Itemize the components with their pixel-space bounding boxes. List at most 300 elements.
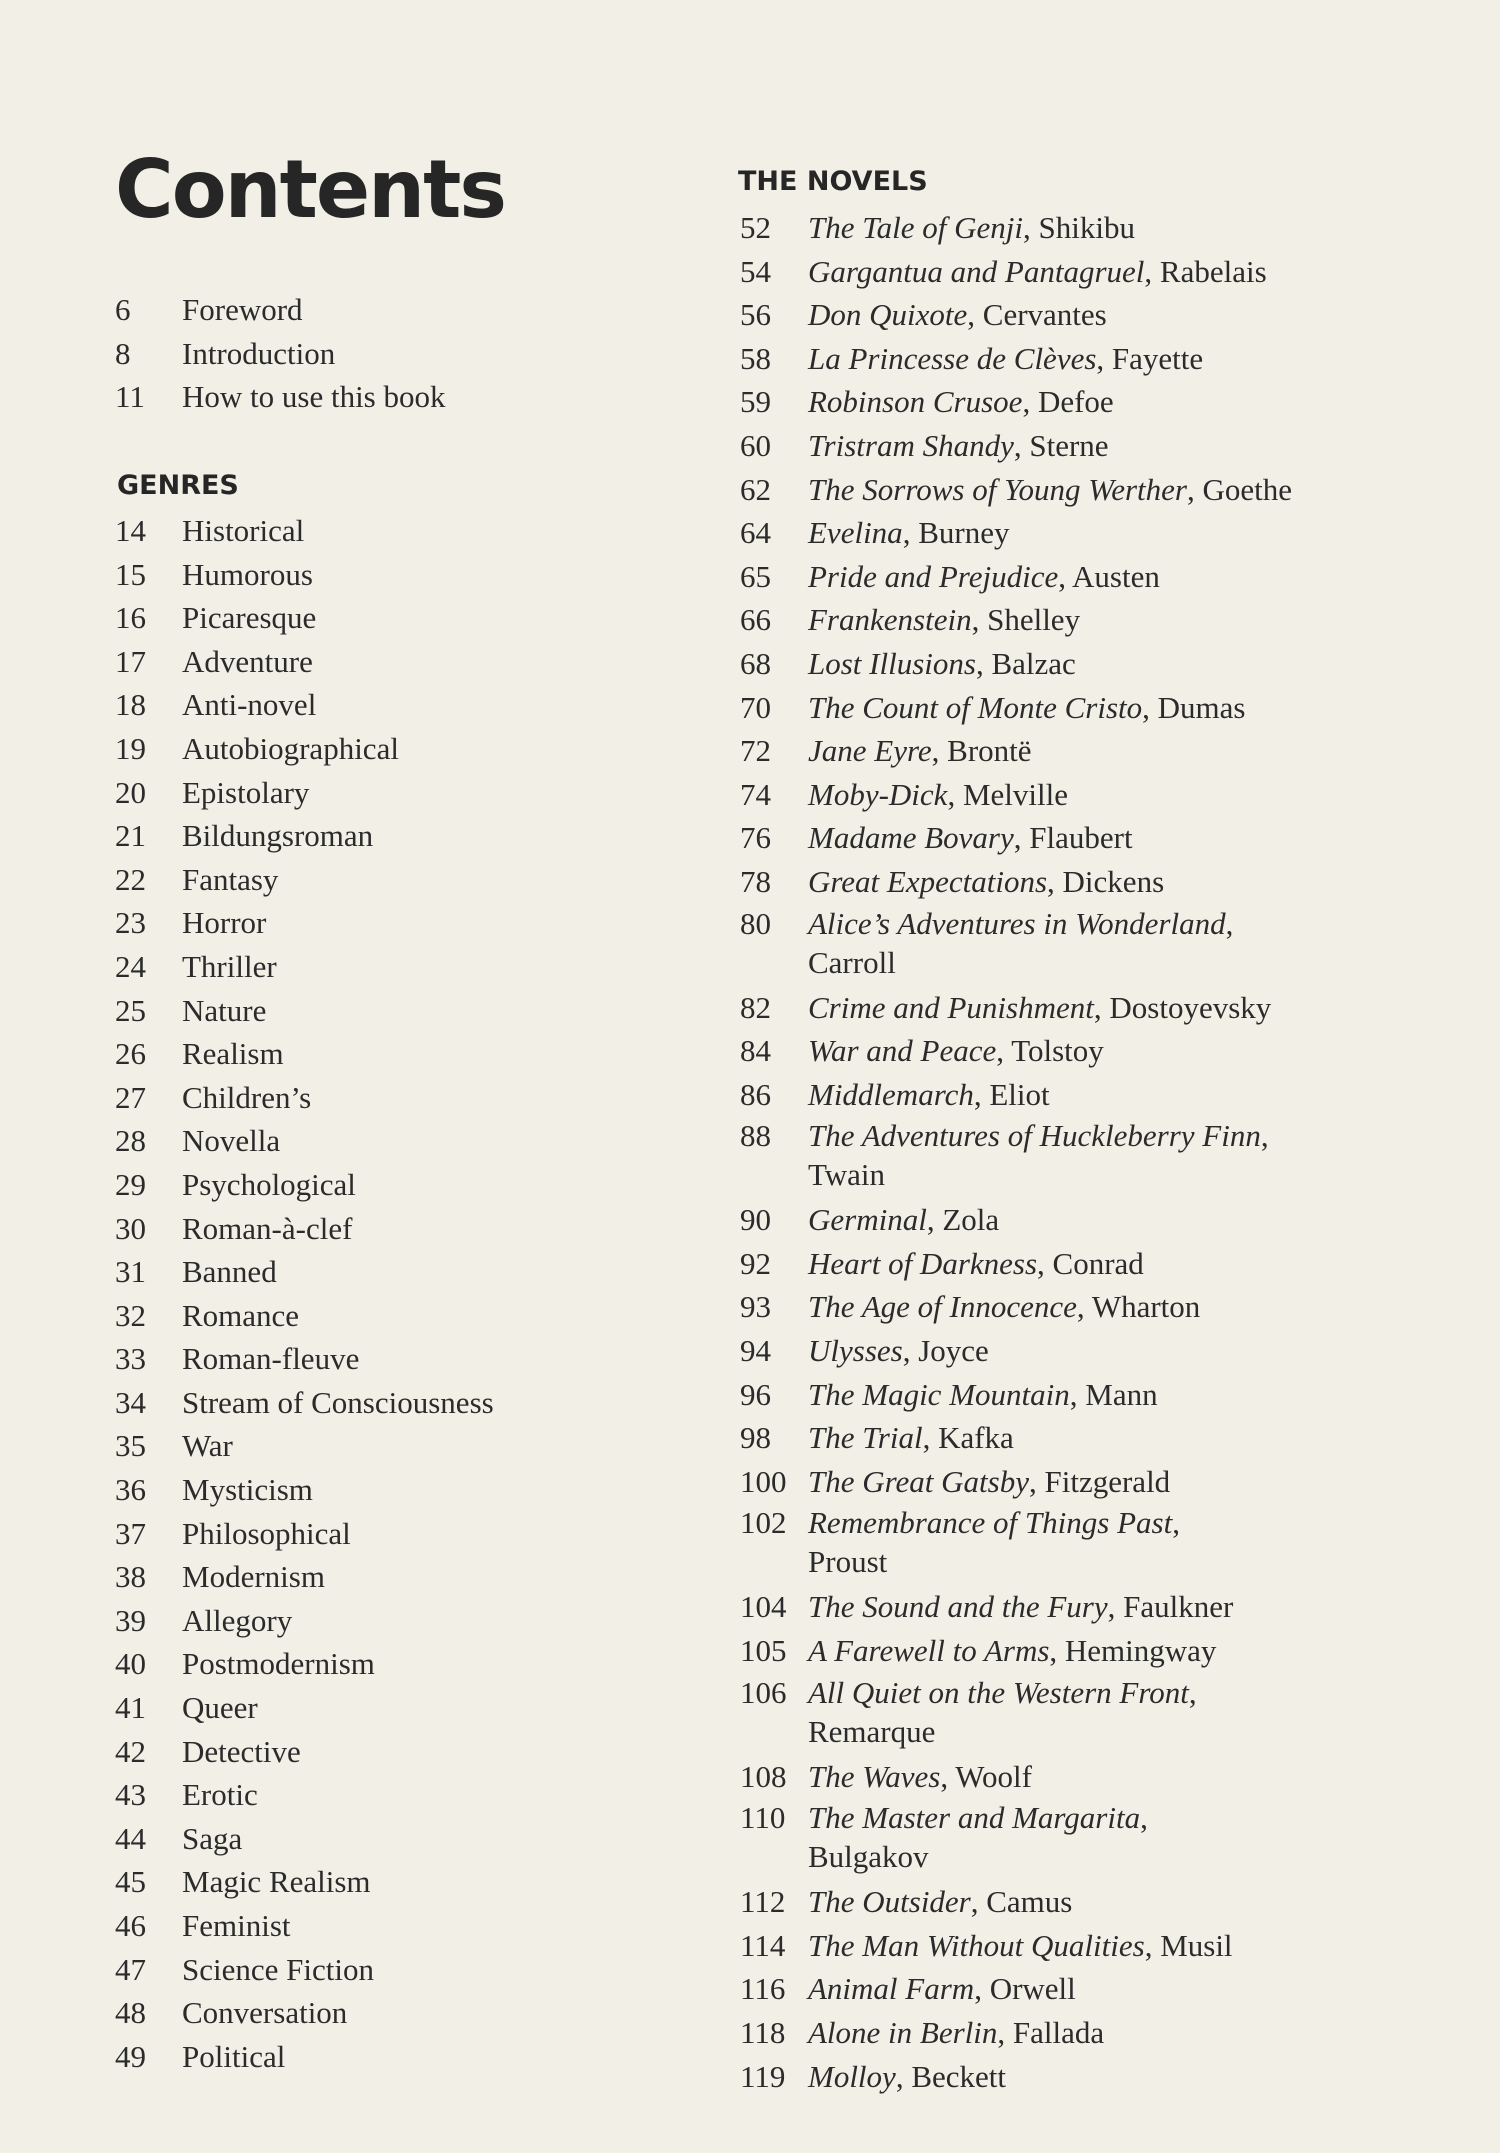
entry-label: Magic Realism — [182, 1864, 371, 1900]
novel-author: Wharton — [1091, 1289, 1201, 1325]
novel-author: Remarque — [808, 1713, 936, 1749]
page-number: 14 — [115, 513, 146, 548]
novel-entry[interactable] — [740, 642, 1292, 686]
novel-text — [808, 1077, 1050, 1112]
entry-label: Bildungsroman — [182, 818, 374, 854]
separator: , — [1093, 989, 1110, 1025]
page-number: 28 — [115, 1123, 146, 1159]
page-number: 21 — [115, 818, 146, 854]
novel-entry[interactable] — [740, 986, 1292, 1030]
separator: , — [973, 1076, 990, 1112]
page-number: 88 — [740, 1118, 771, 1154]
separator: , — [974, 1971, 990, 2007]
novel-title: Heart of Darkness — [808, 1245, 1038, 1281]
entry-label: Detective — [182, 1733, 301, 1769]
page-number: 94 — [740, 1333, 771, 1369]
novel-text — [808, 515, 1009, 550]
toc-entry[interactable] — [115, 1817, 494, 1861]
novel-author: Zola — [942, 1202, 1000, 1238]
novel-text — [808, 384, 1114, 419]
novel-entry[interactable] — [740, 860, 1292, 904]
toc-entry[interactable] — [115, 727, 494, 771]
toc-entry[interactable] — [115, 1512, 494, 1556]
entry-label: Roman-fleuve — [182, 1341, 360, 1377]
novel-title: The Count of Monte Cristo — [808, 689, 1143, 725]
page-number: 23 — [115, 905, 146, 941]
novel-title: La Princesse de Clèves — [808, 340, 1097, 376]
novel-author: Joyce — [918, 1333, 989, 1369]
toc-entry[interactable] — [115, 814, 494, 858]
novel-title: Remembrance of Things Past — [808, 1505, 1173, 1541]
page-number: 26 — [115, 1036, 146, 1072]
separator: , — [1144, 253, 1160, 289]
novel-title: The Sound and the Fury — [808, 1589, 1108, 1625]
page-number: 30 — [115, 1210, 146, 1246]
novel-entry[interactable] — [740, 904, 1292, 982]
page-number: 64 — [740, 515, 771, 551]
toc-entry[interactable] — [115, 901, 494, 945]
novel-author: Fitzgerald — [1044, 1463, 1171, 1499]
novel-author: Mann — [1085, 1376, 1158, 1412]
novel-entry[interactable] — [740, 511, 1292, 555]
novel-entry[interactable] — [740, 468, 1292, 512]
toc-entry[interactable] — [115, 1381, 494, 1425]
toc-entry[interactable] — [115, 1860, 494, 1904]
novel-entry[interactable] — [740, 1673, 1292, 1751]
toc-entry[interactable] — [115, 1250, 494, 1294]
novel-entry[interactable] — [740, 1585, 1292, 1629]
toc-entry[interactable] — [115, 553, 494, 597]
novel-entry[interactable] — [740, 293, 1292, 337]
novel-title: Animal Farm — [808, 1971, 975, 2007]
page-number: 65 — [740, 558, 771, 594]
toc-entry[interactable] — [115, 1207, 494, 1251]
page-number: 32 — [115, 1297, 146, 1333]
toc-entry[interactable] — [115, 1642, 494, 1686]
separator: , — [1144, 1927, 1161, 1963]
entry-label: Historical — [182, 513, 305, 548]
page-number: 25 — [115, 992, 146, 1028]
novel-entry[interactable] — [740, 1755, 1292, 1799]
novel-entry[interactable] — [740, 1503, 1292, 1581]
novel-author: Faulkner — [1123, 1589, 1234, 1625]
novel-text — [808, 1759, 1032, 1794]
page-number: 90 — [740, 1202, 771, 1238]
novel-text — [808, 210, 1135, 245]
page-number: 74 — [740, 776, 771, 812]
novel-text — [808, 1971, 1076, 2006]
page-number: 16 — [115, 600, 146, 636]
novel-text — [808, 1116, 1292, 1194]
separator: , — [902, 515, 919, 551]
page-number: 46 — [115, 1908, 146, 1943]
separator: , — [902, 1333, 919, 1369]
novel-entry[interactable] — [740, 250, 1292, 294]
novel-text — [808, 602, 1080, 637]
page-number: 118 — [740, 2015, 786, 2050]
novel-entry[interactable] — [740, 729, 1292, 773]
toc-entry[interactable] — [115, 1032, 494, 1076]
toc-entry[interactable] — [115, 1948, 494, 1992]
entry-label: Political — [182, 2038, 286, 2074]
novel-entry[interactable] — [740, 598, 1292, 642]
page-number: 93 — [740, 1289, 771, 1325]
page-number: 33 — [115, 1341, 146, 1377]
novel-text — [808, 733, 1032, 768]
page-number: 47 — [115, 1951, 146, 1987]
page-number: 116 — [740, 1971, 786, 2007]
separator: , — [1107, 1589, 1124, 1625]
entry-label: Conversation — [182, 1995, 348, 2031]
toc-entry[interactable] — [115, 683, 494, 727]
novel-entry[interactable] — [740, 1880, 1292, 1924]
page-number: 72 — [740, 733, 771, 769]
page-number: 82 — [740, 989, 771, 1025]
toc-entry[interactable] — [115, 332, 446, 376]
entry-label: Autobiographical — [182, 730, 399, 766]
novel-text — [808, 1246, 1144, 1281]
novel-author: Rabelais — [1159, 253, 1267, 289]
page-number: 108 — [740, 1758, 787, 1794]
separator: , — [947, 776, 963, 812]
novel-author: Flaubert — [1029, 820, 1133, 856]
novel-author: Austen — [1072, 558, 1160, 594]
novel-title: The Tale of Genji — [808, 210, 1024, 245]
novel-entry[interactable] — [740, 1416, 1292, 1460]
page-number: 6 — [115, 292, 131, 327]
toc-entry[interactable] — [115, 1468, 494, 1512]
entry-label: Modernism — [182, 1559, 325, 1595]
toc-entry[interactable] — [115, 640, 494, 684]
novel-text — [808, 2059, 1006, 2094]
novel-entry[interactable] — [740, 816, 1292, 860]
novel-title: The Great Gatsby — [808, 1463, 1029, 1499]
novel-text — [808, 1033, 1104, 1068]
separator: , — [922, 1420, 939, 1456]
page-number: 19 — [115, 730, 146, 766]
page-number: 52 — [740, 210, 771, 245]
separator: , — [970, 1884, 987, 1920]
novel-author: Fayette — [1111, 340, 1204, 376]
novel-text — [808, 690, 1245, 725]
novel-title: Madame Bovary — [808, 820, 1014, 856]
novel-title: Moby-Dick — [808, 776, 948, 812]
page-number: 60 — [740, 427, 771, 463]
page-number: 59 — [740, 384, 771, 420]
separator: , — [1172, 1505, 1180, 1541]
page-number: 119 — [740, 2058, 786, 2094]
separator: , — [996, 1033, 1012, 1069]
toc-entry[interactable] — [115, 1337, 494, 1381]
novel-title: Tristram Shandy — [808, 427, 1014, 463]
novel-entry[interactable] — [740, 1329, 1292, 1373]
novel-title: The Age of Innocence — [808, 1289, 1077, 1325]
page-number: 20 — [115, 774, 146, 810]
novel-entry[interactable] — [740, 337, 1292, 381]
novel-author: Proust — [808, 1544, 888, 1580]
toc-entry[interactable] — [115, 1991, 494, 2035]
novel-text — [808, 1503, 1292, 1581]
page-number: 38 — [115, 1559, 146, 1595]
novel-entry[interactable] — [740, 1198, 1292, 1242]
novels-heading: THE NOVELS — [738, 166, 928, 197]
separator: , — [1140, 1800, 1148, 1836]
page-number: 112 — [740, 1884, 786, 1920]
entry-label: Stream of Consciousness — [182, 1384, 494, 1420]
separator: , — [1260, 1118, 1269, 1154]
novel-entry[interactable] — [740, 1285, 1292, 1329]
page-number: 98 — [740, 1420, 771, 1456]
page-number: 86 — [740, 1076, 771, 1112]
novel-author: Tolstoy — [1011, 1033, 1104, 1069]
novel-author: Burney — [918, 515, 1010, 551]
page-number: 22 — [115, 861, 146, 897]
separator: , — [1023, 210, 1039, 245]
novel-text — [808, 777, 1068, 812]
page-number: 76 — [740, 820, 771, 856]
novel-title: The Waves — [808, 1758, 941, 1794]
entry-label: Feminist — [182, 1908, 291, 1943]
separator: , — [1186, 471, 1203, 507]
novel-text — [808, 297, 1107, 332]
separator: , — [1022, 384, 1038, 420]
separator: , — [971, 602, 988, 638]
page-number: 15 — [115, 556, 146, 592]
novel-title: The Magic Mountain — [808, 1376, 1070, 1412]
entry-label: Thriller — [182, 948, 277, 984]
page-number: 80 — [740, 905, 771, 941]
toc-entry[interactable] — [115, 2035, 494, 2079]
novel-text — [808, 1333, 989, 1368]
page-number: 11 — [115, 379, 145, 415]
novel-entry[interactable] — [740, 1629, 1292, 1673]
novel-title: The Sorrows of Young Werther — [808, 471, 1187, 507]
entry-label: Science Fiction — [182, 1951, 374, 1987]
page-number: 29 — [115, 1166, 146, 1202]
page-number: 17 — [115, 643, 146, 679]
toc-entry[interactable] — [115, 509, 494, 553]
toc-entry[interactable] — [115, 989, 494, 1033]
novel-author: Sterne — [1029, 427, 1109, 463]
novel-author: Shikibu — [1038, 210, 1135, 245]
novel-author: Dickens — [1062, 863, 1165, 899]
separator: , — [931, 733, 948, 769]
toc-entry[interactable] — [115, 1424, 494, 1468]
novel-text — [808, 1633, 1216, 1668]
novel-title: Evelina — [808, 515, 903, 551]
page-number: 49 — [115, 2038, 146, 2074]
novel-text — [808, 472, 1292, 507]
novel-text — [808, 1798, 1292, 1876]
toc-entry[interactable] — [115, 1686, 494, 1730]
entry-label: Epistolary — [182, 774, 310, 810]
novel-text — [808, 254, 1267, 289]
novel-text — [808, 990, 1271, 1025]
novel-author: Conrad — [1052, 1245, 1144, 1281]
novel-author: Beckett — [911, 2058, 1006, 2094]
novel-entry[interactable] — [740, 1798, 1292, 1876]
separator: , — [1049, 1633, 1065, 1669]
entry-label: Banned — [182, 1254, 277, 1290]
separator: , — [1069, 1376, 1086, 1412]
novel-title: Lost Illusions — [808, 645, 976, 681]
novel-entry[interactable] — [740, 1460, 1292, 1504]
novel-title: Germinal — [808, 1202, 927, 1238]
novel-title: Great Expectations — [808, 863, 1048, 899]
novel-author: Goethe — [1202, 471, 1292, 507]
novel-text — [808, 341, 1203, 376]
novel-author: Melville — [962, 776, 1068, 812]
page-number: 58 — [740, 340, 771, 376]
novel-entry[interactable] — [740, 424, 1292, 468]
page-number: 70 — [740, 689, 771, 725]
toc-entry[interactable] — [115, 945, 494, 989]
entry-label: Nature — [182, 992, 267, 1028]
novel-entry[interactable] — [740, 773, 1292, 817]
separator: , — [1096, 340, 1112, 376]
novel-title: Gargantua and Pantagruel — [808, 253, 1145, 289]
novel-title: Middlemarch — [808, 1076, 974, 1112]
novel-text — [808, 428, 1109, 463]
novel-text — [808, 1928, 1233, 1963]
novel-entry[interactable] — [740, 1924, 1292, 1968]
entry-label: Anti-novel — [182, 687, 317, 723]
entry-label: Philosophical — [182, 1515, 351, 1551]
novel-title: Crime and Punishment — [808, 989, 1094, 1025]
separator: , — [1076, 1289, 1092, 1325]
novel-entry[interactable] — [740, 686, 1292, 730]
toc-entry[interactable] — [115, 1599, 494, 1643]
page-number: 78 — [740, 863, 771, 899]
entry-label: Novella — [182, 1123, 281, 1159]
novel-text — [808, 904, 1292, 982]
page-number: 84 — [740, 1033, 771, 1069]
novel-entry[interactable] — [740, 206, 1292, 250]
entry-label: Mysticism — [182, 1472, 313, 1508]
novels-list — [740, 206, 1292, 2098]
entry-label: Psychological — [182, 1166, 356, 1202]
separator: , — [1058, 558, 1073, 594]
entry-label: Romance — [182, 1297, 300, 1333]
novel-entry[interactable] — [740, 1967, 1292, 2011]
novel-entry[interactable] — [740, 2055, 1292, 2099]
novel-author: Orwell — [989, 1971, 1076, 2007]
novel-text — [808, 2015, 1104, 2050]
page-number: 106 — [740, 1674, 787, 1710]
separator: , — [1047, 863, 1063, 899]
toc-entry[interactable] — [115, 1163, 494, 1207]
toc-entry[interactable] — [115, 1730, 494, 1774]
entry-label: Picaresque — [182, 600, 317, 636]
novel-title: Don Quixote — [808, 297, 968, 333]
toc-entry[interactable] — [115, 596, 494, 640]
novel-entry[interactable] — [740, 1073, 1292, 1117]
novel-title: A Farewell to Arms — [808, 1633, 1050, 1669]
page-number: 100 — [740, 1463, 787, 1499]
novel-text — [808, 1202, 999, 1237]
page-number: 8 — [115, 335, 131, 371]
page-number: 104 — [740, 1589, 787, 1625]
novel-author: Musil — [1160, 1927, 1233, 1963]
novel-entry[interactable] — [740, 380, 1292, 424]
page-number: 34 — [115, 1384, 146, 1420]
entry-label: Humorous — [182, 556, 313, 592]
toc-entry[interactable] — [115, 375, 446, 419]
novel-entry[interactable] — [740, 2011, 1292, 2055]
page-number: 48 — [115, 1995, 146, 2031]
novel-author: Hemingway — [1064, 1633, 1217, 1669]
novel-entry[interactable] — [740, 1116, 1292, 1194]
page-number: 44 — [115, 1820, 146, 1856]
novel-title: The Outsider — [808, 1884, 971, 1920]
toc-entry[interactable] — [115, 1119, 494, 1163]
toc-entry[interactable] — [115, 1555, 494, 1599]
novel-author: Balzac — [991, 645, 1076, 681]
page-number: 43 — [115, 1777, 146, 1813]
novel-entry[interactable] — [740, 555, 1292, 599]
novel-title: The Adventures of Huckleberry Finn — [808, 1118, 1261, 1154]
entry-label: Allegory — [182, 1602, 293, 1638]
novel-text — [808, 1673, 1292, 1751]
entry-label: How to use this book — [182, 379, 446, 415]
novel-author: Dostoyevsky — [1109, 989, 1272, 1025]
entry-label: Roman-à-clef — [182, 1210, 353, 1246]
toc-entry[interactable] — [115, 1294, 494, 1338]
page-number: 37 — [115, 1515, 146, 1551]
toc-entry[interactable] — [115, 771, 494, 815]
novel-author: Dumas — [1157, 689, 1246, 725]
separator: , — [1225, 905, 1234, 941]
page-number: 45 — [115, 1864, 146, 1900]
entry-label: Fantasy — [182, 861, 279, 897]
novel-text — [808, 1289, 1200, 1324]
separator: , — [1188, 1674, 1197, 1710]
novel-text — [808, 1420, 1014, 1455]
entry-label: Foreword — [182, 292, 303, 327]
novel-author: Bulgakov — [808, 1839, 929, 1875]
entry-label: Queer — [182, 1690, 258, 1726]
separator: , — [926, 1202, 943, 1238]
novel-text — [808, 1884, 1072, 1919]
toc-entry[interactable] — [115, 288, 446, 332]
novel-author: Defoe — [1037, 384, 1114, 420]
page-number: 102 — [740, 1505, 787, 1541]
genres-list — [115, 509, 494, 2078]
page-number: 18 — [115, 687, 146, 723]
novel-entry[interactable] — [740, 1242, 1292, 1286]
page-number: 62 — [740, 471, 771, 507]
novel-entry[interactable] — [740, 1029, 1292, 1073]
novel-title: Pride and Prejudice — [808, 558, 1059, 594]
page-number: 36 — [115, 1472, 146, 1508]
novel-title: The Man Without Qualities — [808, 1927, 1145, 1963]
toc-entry[interactable] — [115, 1076, 494, 1120]
entry-label: Saga — [182, 1820, 243, 1856]
toc-entry[interactable] — [115, 858, 494, 902]
toc-entry[interactable] — [115, 1773, 494, 1817]
page-number: 105 — [740, 1633, 787, 1669]
separator: , — [975, 645, 992, 681]
toc-entry[interactable] — [115, 1904, 494, 1948]
page-number: 66 — [740, 602, 771, 638]
separator: , — [967, 297, 983, 333]
page-number: 110 — [740, 1800, 786, 1836]
novel-entry[interactable] — [740, 1373, 1292, 1417]
entry-label: War — [182, 1428, 233, 1464]
novel-title: All Quiet on the Western Front — [808, 1674, 1189, 1710]
separator: , — [895, 2058, 912, 2094]
novel-title: Molloy — [808, 2058, 896, 2094]
